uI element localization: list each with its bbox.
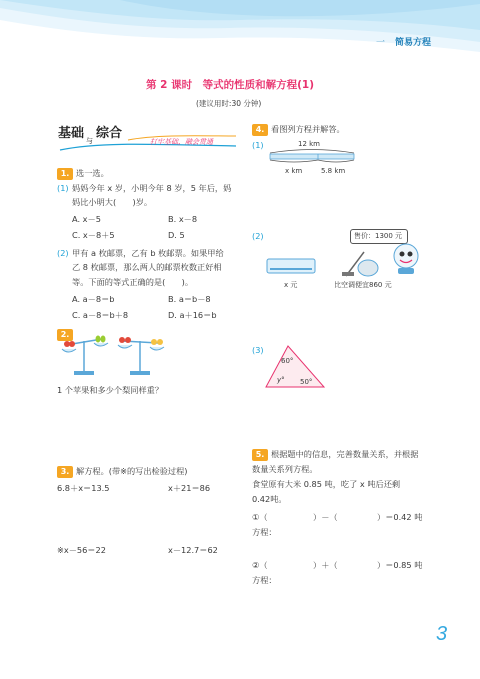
q5-row1-open: ①（ xyxy=(252,512,268,522)
q4-p1-num: (1) xyxy=(252,140,264,150)
q4-p3-num: (3) xyxy=(252,345,264,355)
q4-p1-right-label: 5.8 km xyxy=(321,167,346,175)
q1-sub2-num: (2) xyxy=(57,248,69,258)
q5-line3: 食堂原有大米 0.85 吨，吃了 x 吨后还剩 xyxy=(252,479,401,489)
section-banner xyxy=(58,124,240,154)
q5-row1-equation-label: 方程： xyxy=(252,527,277,537)
time-hint: (建议用时:30 分钟) xyxy=(196,99,262,108)
header-chapter: 简易方程 xyxy=(395,38,432,48)
segment-diagram xyxy=(268,148,358,164)
triangle-angle-top: 60° xyxy=(281,357,294,365)
q1-sub1-option-c[interactable]: C. x－8＋5 xyxy=(72,230,115,240)
q3-eq-1: 6.8＋x＝13.5 xyxy=(57,483,110,493)
q3-title: 解方程。(带※的写出检验过程) xyxy=(76,466,188,476)
q4-p2-left-label: x 元 xyxy=(284,281,298,289)
lesson-title: 第 2 课时 等式的性质和解方程(1) xyxy=(146,79,315,91)
q2-number-badge: 2. xyxy=(57,329,73,341)
q3-number-badge: 3. xyxy=(57,466,73,478)
q4-p2-right-label: 比空调便宜860 元 xyxy=(334,281,392,289)
q1-sub1-option-a[interactable]: A. x－5 xyxy=(72,214,101,224)
q5-row2-equation-label: 方程： xyxy=(252,575,277,585)
triangle-angle-right: 50° xyxy=(300,378,313,386)
header-wave xyxy=(0,0,480,70)
q3-eq-2: x＋21＝86 xyxy=(168,483,211,493)
q1-sub2-option-d[interactable]: D. a＋16＝b xyxy=(168,310,217,320)
q1-number-badge: 1. xyxy=(57,168,73,180)
q1-sub2-line2: 乙 8 枚邮票，那么两人的邮票枚数正好相 xyxy=(72,262,222,272)
banner-label-b: 综合 xyxy=(96,126,123,141)
q5-row2-plus: ）＋（ xyxy=(313,560,338,570)
q1-title: 选一选。 xyxy=(76,168,109,178)
q5-row1-result: ）＝0.42 吨 xyxy=(377,512,423,522)
triangle-diagram xyxy=(262,344,328,390)
q4-p2-num: (2) xyxy=(252,231,264,241)
header-dash: 一 xyxy=(376,38,386,48)
robot-mascot-image xyxy=(388,240,424,276)
page-number: 3 xyxy=(436,623,448,645)
q4-number-badge: 4. xyxy=(252,124,268,136)
q3-eq-4: x－12.7＝62 xyxy=(168,545,218,555)
q1-sub2-option-a[interactable]: A. a－8＝b xyxy=(72,294,115,304)
q4-title: 看图列方程并解答。 xyxy=(271,124,345,134)
triangle-angle-left: y° xyxy=(277,376,285,384)
q1-sub1-num: (1) xyxy=(57,183,69,193)
q5-line2: 数量关系列方程。 xyxy=(252,464,318,474)
q5-row1-minus: ）－（ xyxy=(313,512,338,522)
q1-sub1-option-d[interactable]: D. 5 xyxy=(168,230,185,240)
vacuum-cleaner-image xyxy=(338,246,380,278)
banner-label-small: 与 xyxy=(86,137,93,145)
q5-number-badge: 5. xyxy=(252,449,268,461)
q5-row2-result: ）＝0.85 吨 xyxy=(377,560,423,570)
q1-sub2-option-c[interactable]: C. a－8＝b＋8 xyxy=(72,310,129,320)
q1-sub2-line1: 甲有 a 枚邮票，乙有 b 枚邮票。如果甲给 xyxy=(72,248,224,258)
banner-label-a: 基础 xyxy=(58,126,85,141)
q4-p1-total-label: 12 km xyxy=(298,140,321,148)
q3-eq-3: ※x－56＝22 xyxy=(57,545,106,555)
balance-scales-image xyxy=(58,327,172,379)
q4-p1-left-label: x km xyxy=(285,167,303,175)
q1-sub1-option-b[interactable]: B. x－8 xyxy=(168,214,198,224)
q1-sub1-line2: 妈比小明大( )岁。 xyxy=(72,197,153,207)
q1-sub1-line1: 妈妈今年 x 岁，小明今年 8 岁，5 年后，妈 xyxy=(72,183,232,193)
q1-sub2-line3: 等。下面的等式正确的是( )。 xyxy=(72,277,194,287)
q5-row2-open: ②（ xyxy=(252,560,268,570)
q5-line4: 0.42吨。 xyxy=(252,494,287,504)
q2-question: 1 个苹果和多少个梨同样重？ xyxy=(57,385,164,395)
price-tag-text: 售价：1300 元 xyxy=(354,232,403,240)
banner-slogan: 打牢基础，融会贯通 xyxy=(150,138,213,146)
q5-line1: 根据题中的信息，完善数量关系，并根据 xyxy=(271,449,419,459)
q1-sub2-option-b[interactable]: B. a＝b－8 xyxy=(168,294,211,304)
air-conditioner-image xyxy=(266,258,316,274)
